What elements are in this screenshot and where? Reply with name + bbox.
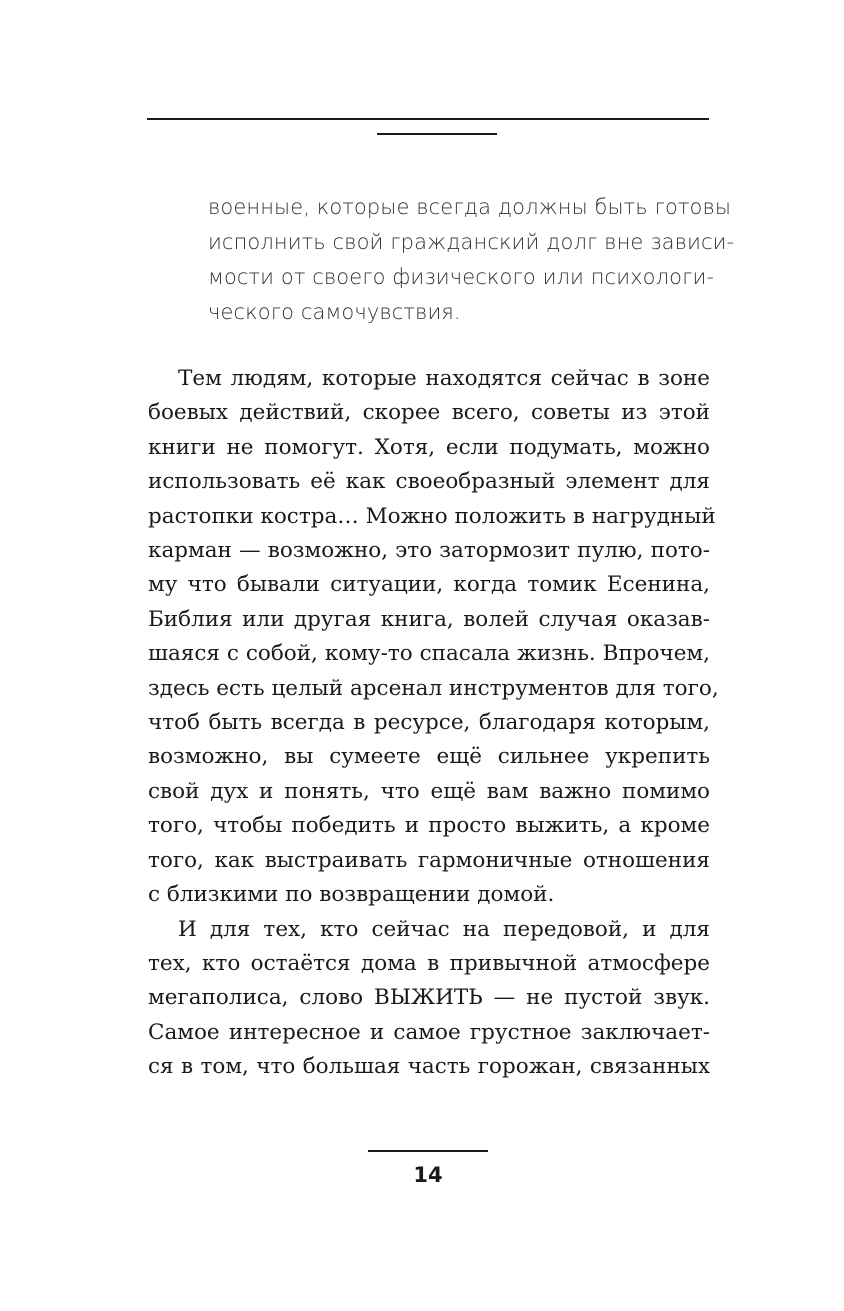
paragraph-line: карман — возможно, это затормозит пулю, пото- [148,538,710,564]
paragraph-line: шаяся с собой, кому-то спасала жизнь. Впрочем, [148,641,710,667]
paragraph-line: му что бывали ситуации, когда томик Есенина, [148,572,710,598]
paragraph-line: того, как выстраивать гармоничные отношения [148,847,710,873]
quote-block [208,190,735,330]
quote-line: мости от своего физического или психологи- [208,265,715,289]
body-text [148,362,719,1085]
paragraph-line: возможно, вы сумеете ещё сильнее укрепить [148,744,710,770]
footer-rule [368,1150,488,1152]
paragraph-line: использовать её как своеобразный элемент для [148,469,710,495]
paragraph-line: ся в том, что большая часть горожан, связанных [148,1054,710,1080]
paragraph-line: с близкими по возвращении домой. [148,882,555,908]
quote-line: исполнить свой гражданский долг вне зависи- [208,230,735,254]
paragraph-line: И для тех, кто сейчас на передовой, и для [178,916,710,942]
paragraph-line: здесь есть целый арсенал инструментов для того, [148,675,719,701]
page-number: 14 [413,1163,443,1187]
quote-line: военные, которые всегда должны быть готовы [208,195,732,219]
paragraph-line: Библия или другая книга, волей случая оказав- [148,606,710,632]
header-rule [147,118,709,120]
paragraph-line: того, чтобы победить и просто выжить, а кроме [148,813,710,839]
header-rule-short [377,133,497,135]
paragraph-line: Тем людям, которые находятся сейчас в зоне [178,366,710,391]
paragraph-line: боевых действий, скорее всего, советы из этой [148,400,710,426]
paragraph-line: тех, кто остаётся дома в привычной атмосфере [148,950,710,976]
paragraph-line: Самое интересное и самое грустное заключает- [148,1019,710,1045]
paragraph-line: свой дух и понять, что ещё вам важно помимо [148,778,710,804]
paragraph-line: чтоб быть всегда в ресурсе, благодаря которым, [148,710,710,736]
paragraph-line: мегаполиса, слово ВЫЖИТЬ — не пустой звук. [148,985,710,1011]
quote-line: ческого самочувствия. [208,300,461,324]
paragraph-line: растопки костра… Можно положить в нагрудный [148,503,716,529]
paragraph-line: книги не помогут. Хотя, если подумать, можно [148,434,710,460]
